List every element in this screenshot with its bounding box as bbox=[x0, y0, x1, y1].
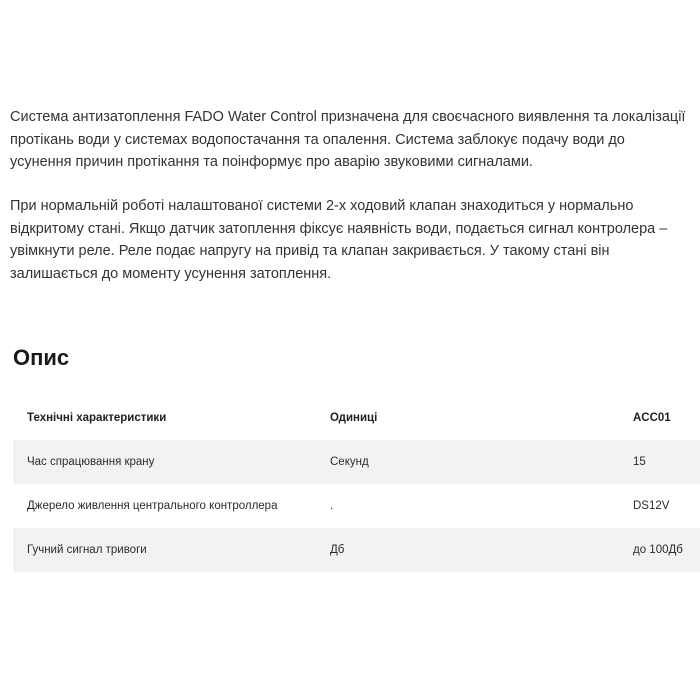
section-title: Опис bbox=[13, 345, 70, 370]
cell-value: 15 bbox=[633, 440, 700, 484]
intro-paragraph-2: При нормальній роботі налаштованої системи 2-х ходовий клапан знаходиться у нормально відкритому стані. Якщо датчик затоплення фіксує наявність води, подається сигнал контролера – увімкнути реле. Реле подає напругу на привід та клапан закривається. У такому стані він залишається до моменту усунення затоплення. bbox=[10, 198, 668, 282]
cell-characteristic: Гучний сигнал тривоги bbox=[13, 528, 330, 572]
header-model: ACC01 bbox=[633, 412, 671, 424]
table-row bbox=[13, 440, 700, 484]
cell-unit: . bbox=[330, 500, 334, 512]
cell-value: до 100Дб bbox=[633, 528, 700, 572]
cell-value: DS12V bbox=[633, 500, 670, 512]
cell-unit: Дб bbox=[330, 528, 633, 572]
table-row bbox=[13, 484, 700, 528]
header-characteristics: Технічні характеристики bbox=[27, 412, 167, 424]
header-units: Одиниці bbox=[330, 412, 378, 424]
table-header-row bbox=[13, 396, 700, 440]
cell-characteristic: Час спрацювання крану bbox=[13, 440, 330, 484]
spec-table bbox=[13, 396, 700, 572]
intro-paragraph-1: Система антизатоплення FADO Water Control призначена для своєчасного виявлення та локалізації протікань води у системах водопостачання та опалення. Система заблокує подачу води до усунення причин протікання та поінформує про аварію звуковими сигналами. bbox=[10, 109, 686, 170]
cell-unit: Секунд bbox=[330, 440, 633, 484]
table-row bbox=[13, 528, 700, 572]
cell-characteristic: Джерело живлення центрального контроллера bbox=[27, 500, 278, 512]
